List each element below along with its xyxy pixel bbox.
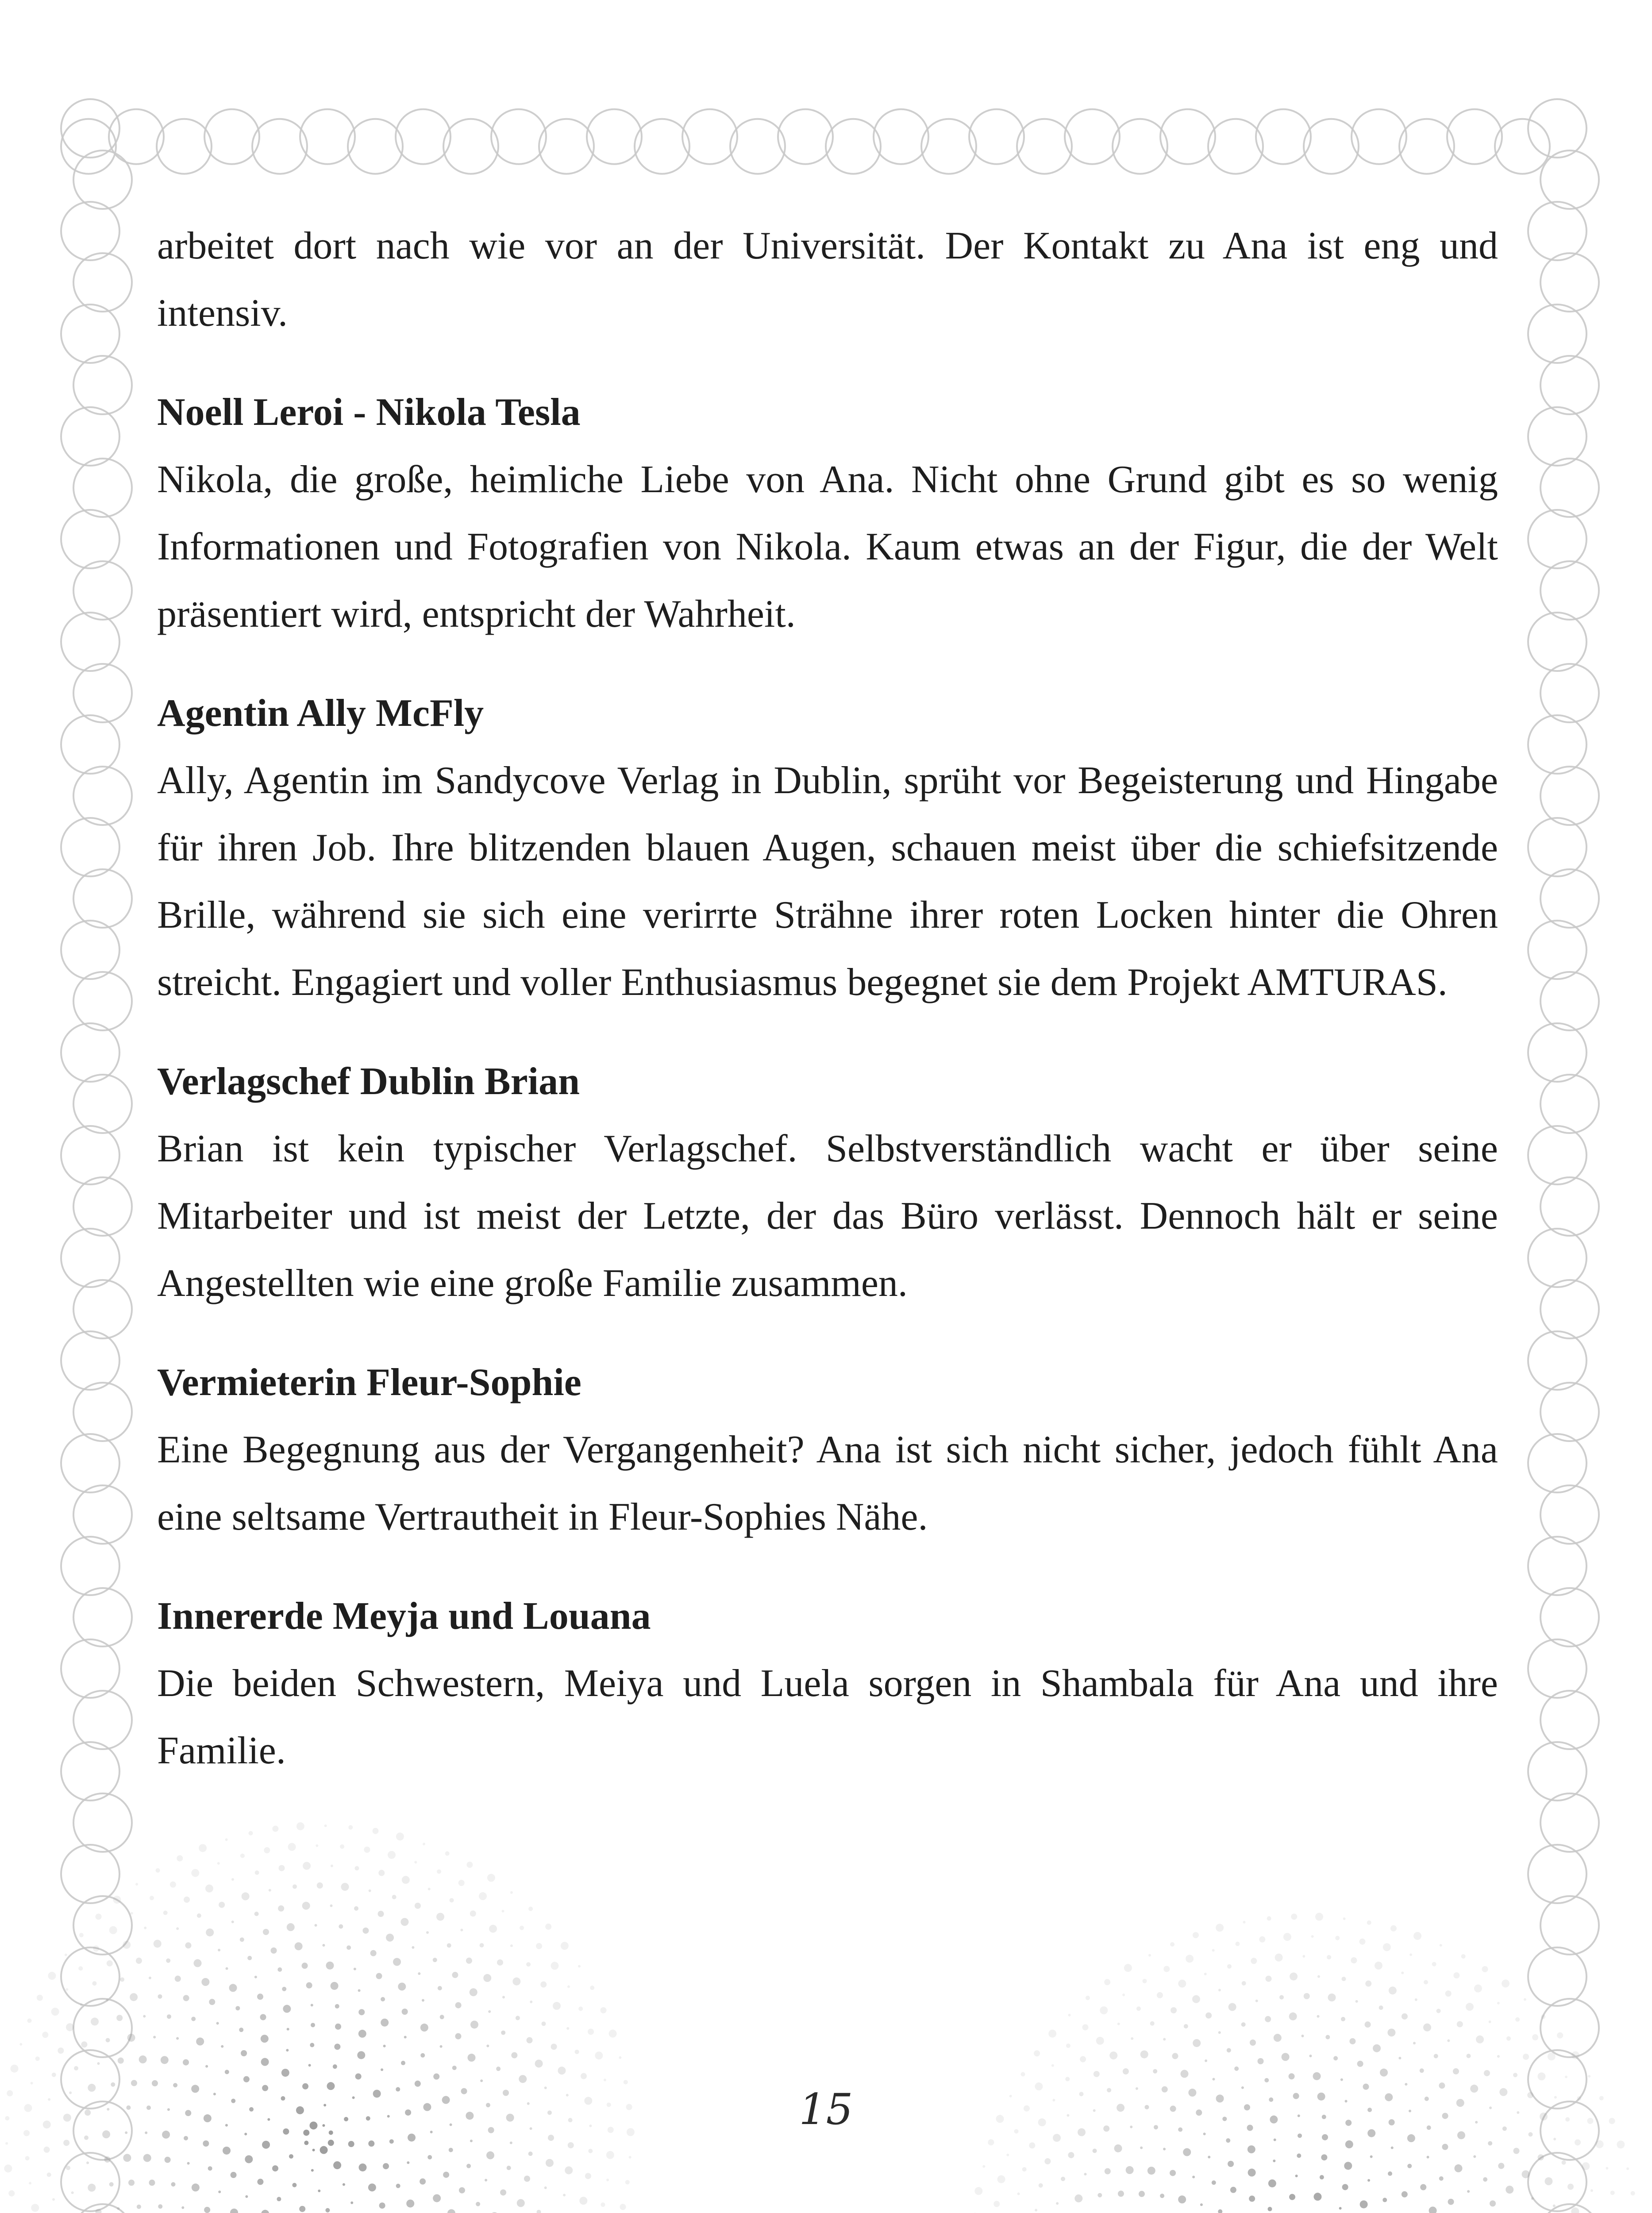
intro-paragraph: arbeitet dort nach wie vor an der Universität. Der Kontakt zu Ana ist eng und intensiv. (157, 224, 1498, 335)
character-nikola-tesla (157, 379, 1498, 648)
section-text: Nikola, die große, heimliche Liebe von Ana. Nicht ohne Grund gibt es so wenig Informationen und Fotografien von Nikola. Kaum etwas an der Figur, die der Welt präsentiert wird, entspricht der Wahrheit. (157, 458, 1498, 636)
section-heading: Innererde Meyja und Louana (157, 1595, 651, 1638)
section-heading: Noell Leroi - Nikola Tesla (157, 391, 581, 434)
section-heading: Agentin Ally McFly (157, 692, 484, 735)
character-fleur-sophie (157, 1349, 1498, 1551)
section-text: Eine Begegnung aus der Vergangenheit? Ana ist sich nicht sicher, jedoch fühlt Ana eine seltsame Vertrautheit in Fleur-Sophies Nähe. (157, 1428, 1498, 1538)
character-brian (157, 1048, 1498, 1317)
section-text: Die beiden Schwestern, Meiya und Luela sorgen in Shambala für Ana und ihre Familie. (157, 1662, 1498, 1772)
section-text: Ally, Agentin im Sandycove Verlag in Dublin, sprüht vor Begeisterung und Hingabe für ihren Job. Ihre blitzenden blauen Augen, schauen meist über die schiefsitzende Brille, während sie sich eine verirrte Strähne ihrer roten Locken hinter die Ohren streicht. Engagiert und voller Enthusiasmus begegnet sie dem Projekt AMTURAS. (157, 759, 1498, 1004)
page-content (157, 212, 1498, 1785)
character-meyja-louana (157, 1583, 1498, 1785)
page-number: 15 (799, 2085, 853, 2134)
section-heading: Vermieterin Fleur-Sophie (157, 1361, 581, 1404)
section-text: Brian ist kein typischer Verlagschef. Selbstverständlich wacht er über seine Mitarbeiter und ist meist der Letzte, der das Büro verlässt. Dennoch hält er seine Angestellten wie eine große Familie zusammen. (157, 1127, 1498, 1305)
character-ally-mcfly (157, 680, 1498, 1016)
section-heading: Verlagschef Dublin Brian (157, 1060, 580, 1103)
